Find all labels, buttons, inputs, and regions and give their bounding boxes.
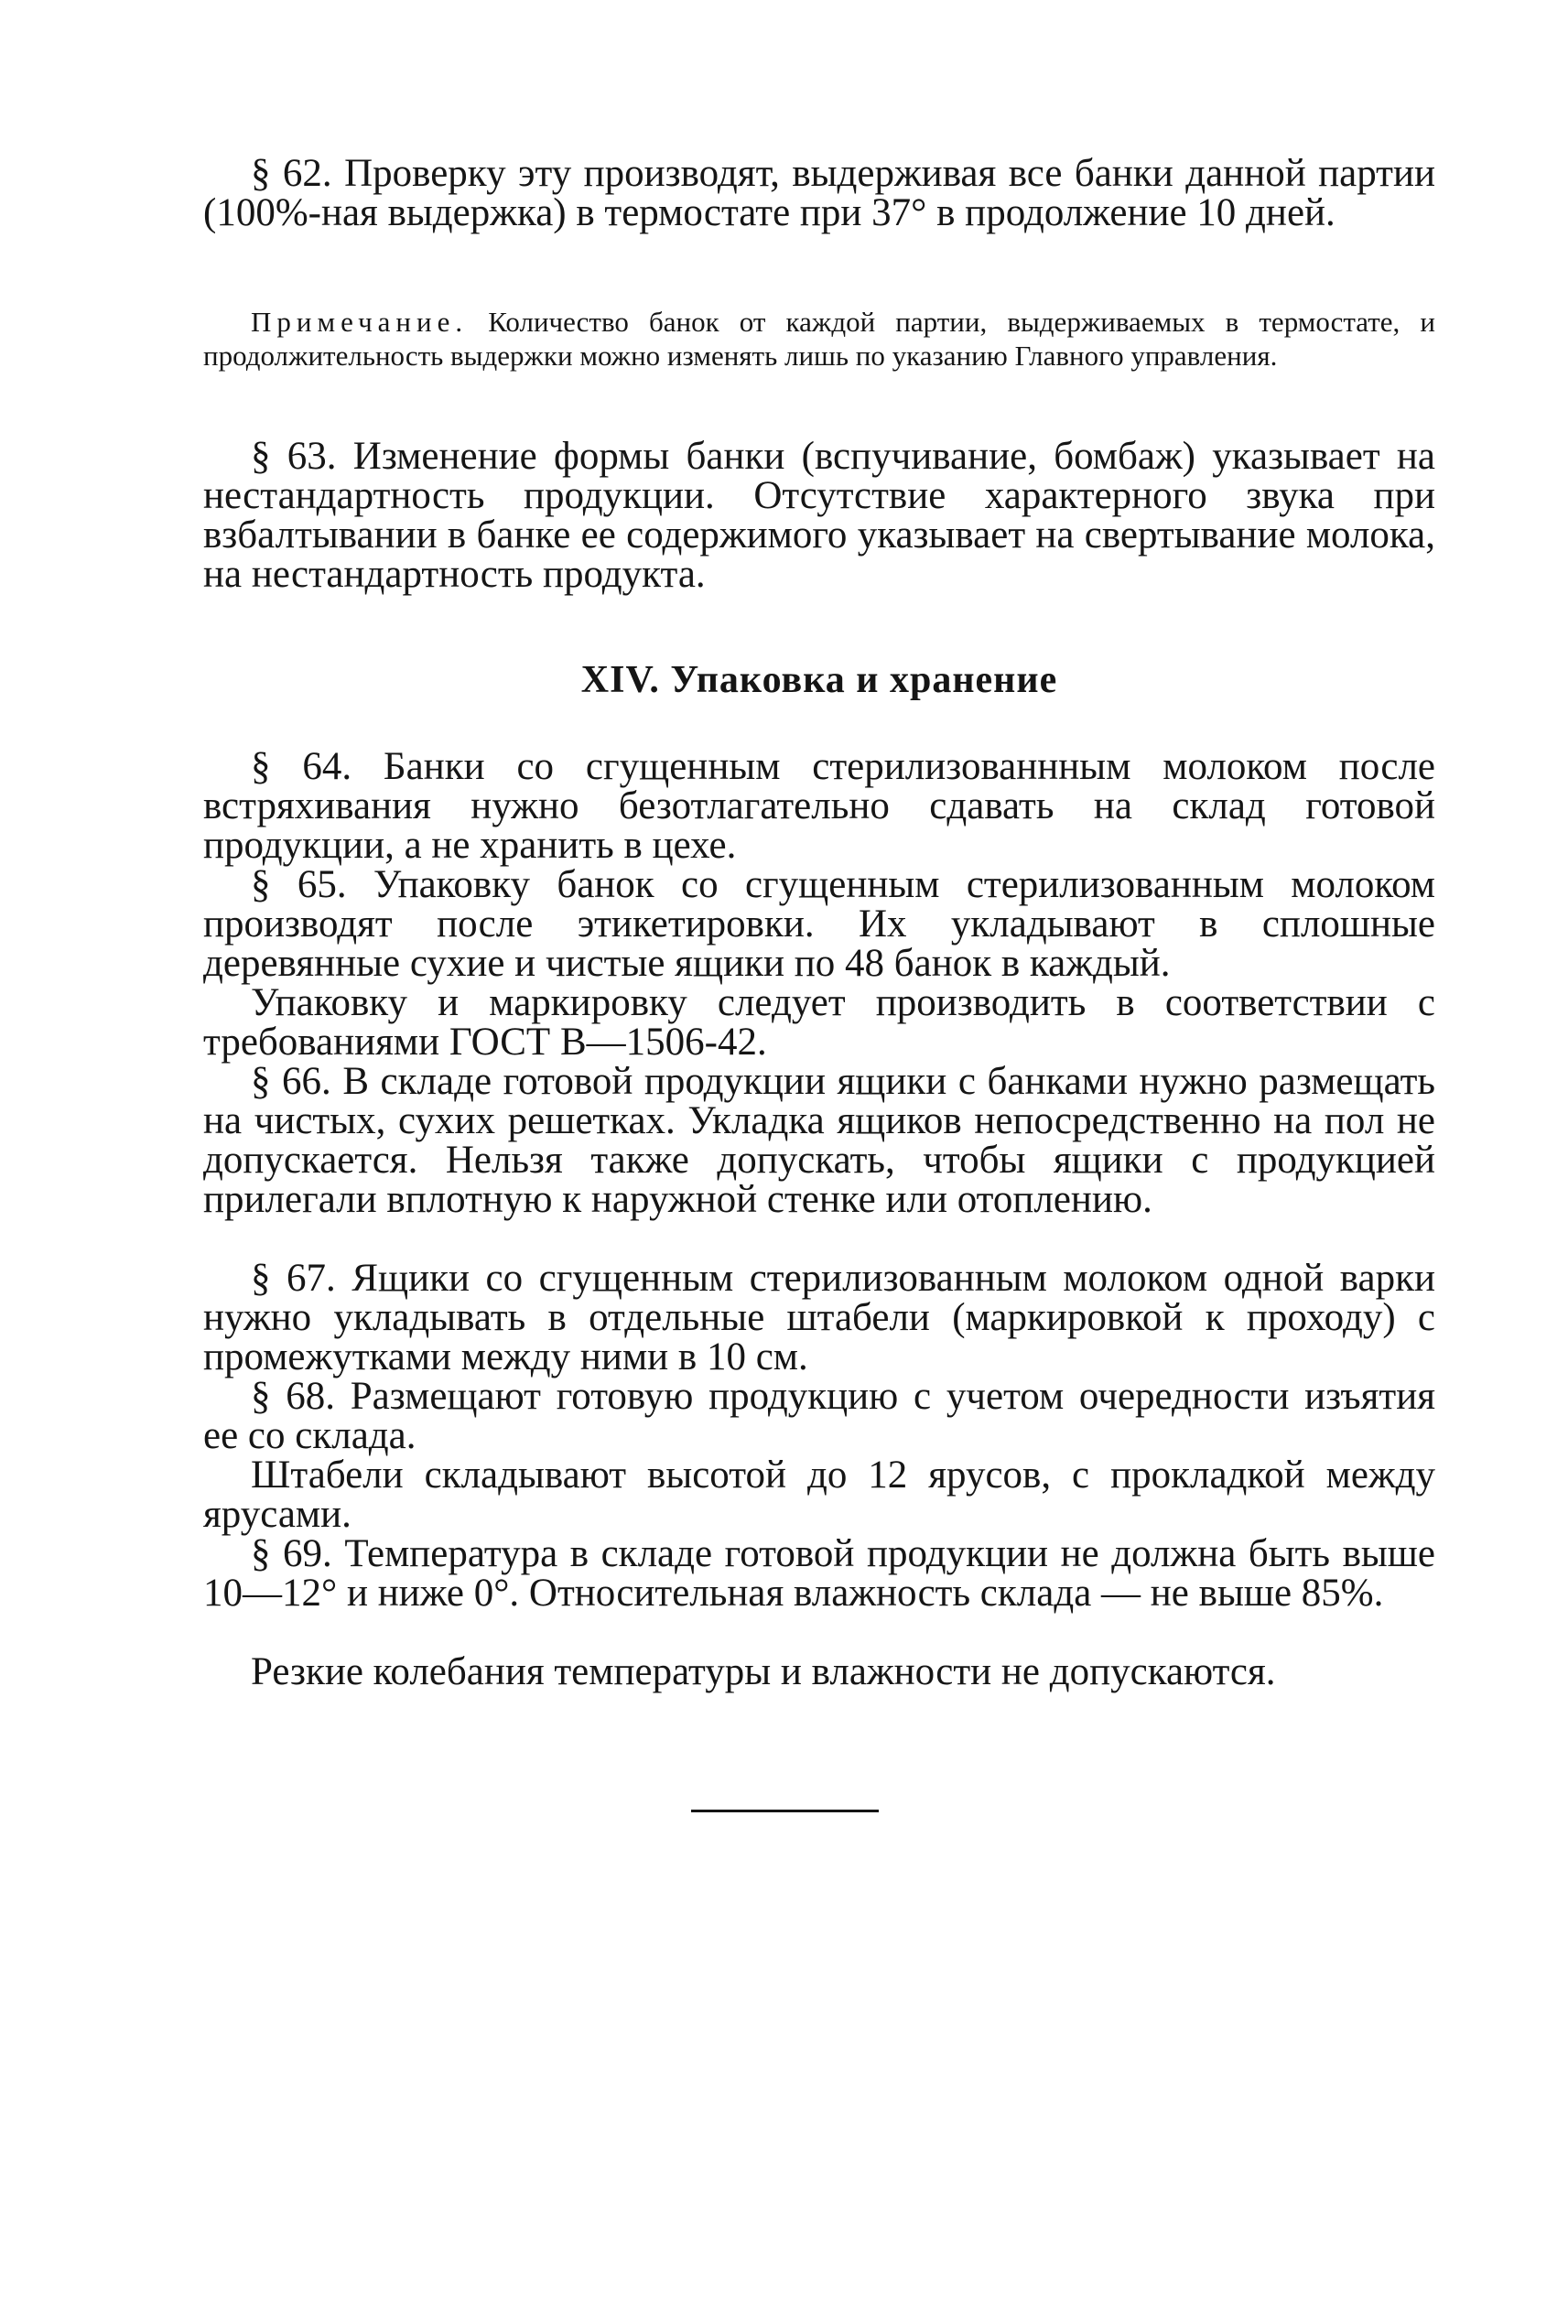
section-68: § 68. Размещают готовую продукцию с учетом очередности изъятия ее со склада. xyxy=(203,1375,1435,1457)
section-62: § 62. Проверку эту производят, выдерживая все банки данной партии (100%-ная выдержка) в термостате при 37° в продолжение 10 дней. xyxy=(203,152,1435,234)
note xyxy=(203,305,1435,373)
closing-rule xyxy=(691,1810,879,1812)
section-65-packing: Упаковку и маркировку следует производить в соответствии с требованиями ГОСТ В—1506-42. xyxy=(203,981,1435,1064)
section-69: § 69. Температура в складе готовой продукции не должна быть выше 10—12° и ниже 0°. Относительная влажность склада — не выше 85%. xyxy=(203,1532,1435,1615)
section-69-fluctuations: Резкие колебания температуры и влажности не допускаются. xyxy=(251,1650,1276,1693)
chapter-heading: XIV. Упаковка и хранение xyxy=(580,659,1058,701)
note-label: Примечание. xyxy=(251,306,469,338)
section-63: § 63. Изменение формы банки (вспучивание, бомбаж) указывает на нестандартность продукции. Отсутствие характерного звука при взбалтывании в банке ее содержимого указывает на свертывание молока, на нестандартность продукта. xyxy=(203,435,1435,596)
section-68-stacks: Штабели складывают высотой до 12 ярусов, с прокладкой между ярусами. xyxy=(203,1454,1435,1536)
section-65: § 65. Упаковку банок со сгущенным стерилизованным молоком производят после этикетировки. Их укладывают в сплошные деревянные сухие и чистые ящики по 48 банок в каждый. xyxy=(203,863,1435,985)
section-67: § 67. Ящики со сгущенным стерилизованным молоком одной варки нужно укладывать в отдельные штабели (маркировкой к проходу) с промежутками между ними в 10 см. xyxy=(203,1257,1435,1378)
section-64: § 64. Банки со сгущенным стерилизованнным молоком после встряхивания нужно безотлагательно сдавать на склад готовой продукции, а не хранить в цехе. xyxy=(203,745,1435,867)
note-text: Количество банок от каждой партии, выдерживаемых в термостате, и продолжительность выдержки можно изменять лишь по указанию Главного управления. xyxy=(203,306,1436,372)
section-66: § 66. В складе готовой продукции ящики с банками нужно размещать на чистых, сухих решетках. Укладка ящиков непосредственно на пол не допускается. Нельзя также допускать, чтобы ящики с продукцией прилегали вплотную к наружной стенке или отоплению. xyxy=(203,1060,1435,1221)
